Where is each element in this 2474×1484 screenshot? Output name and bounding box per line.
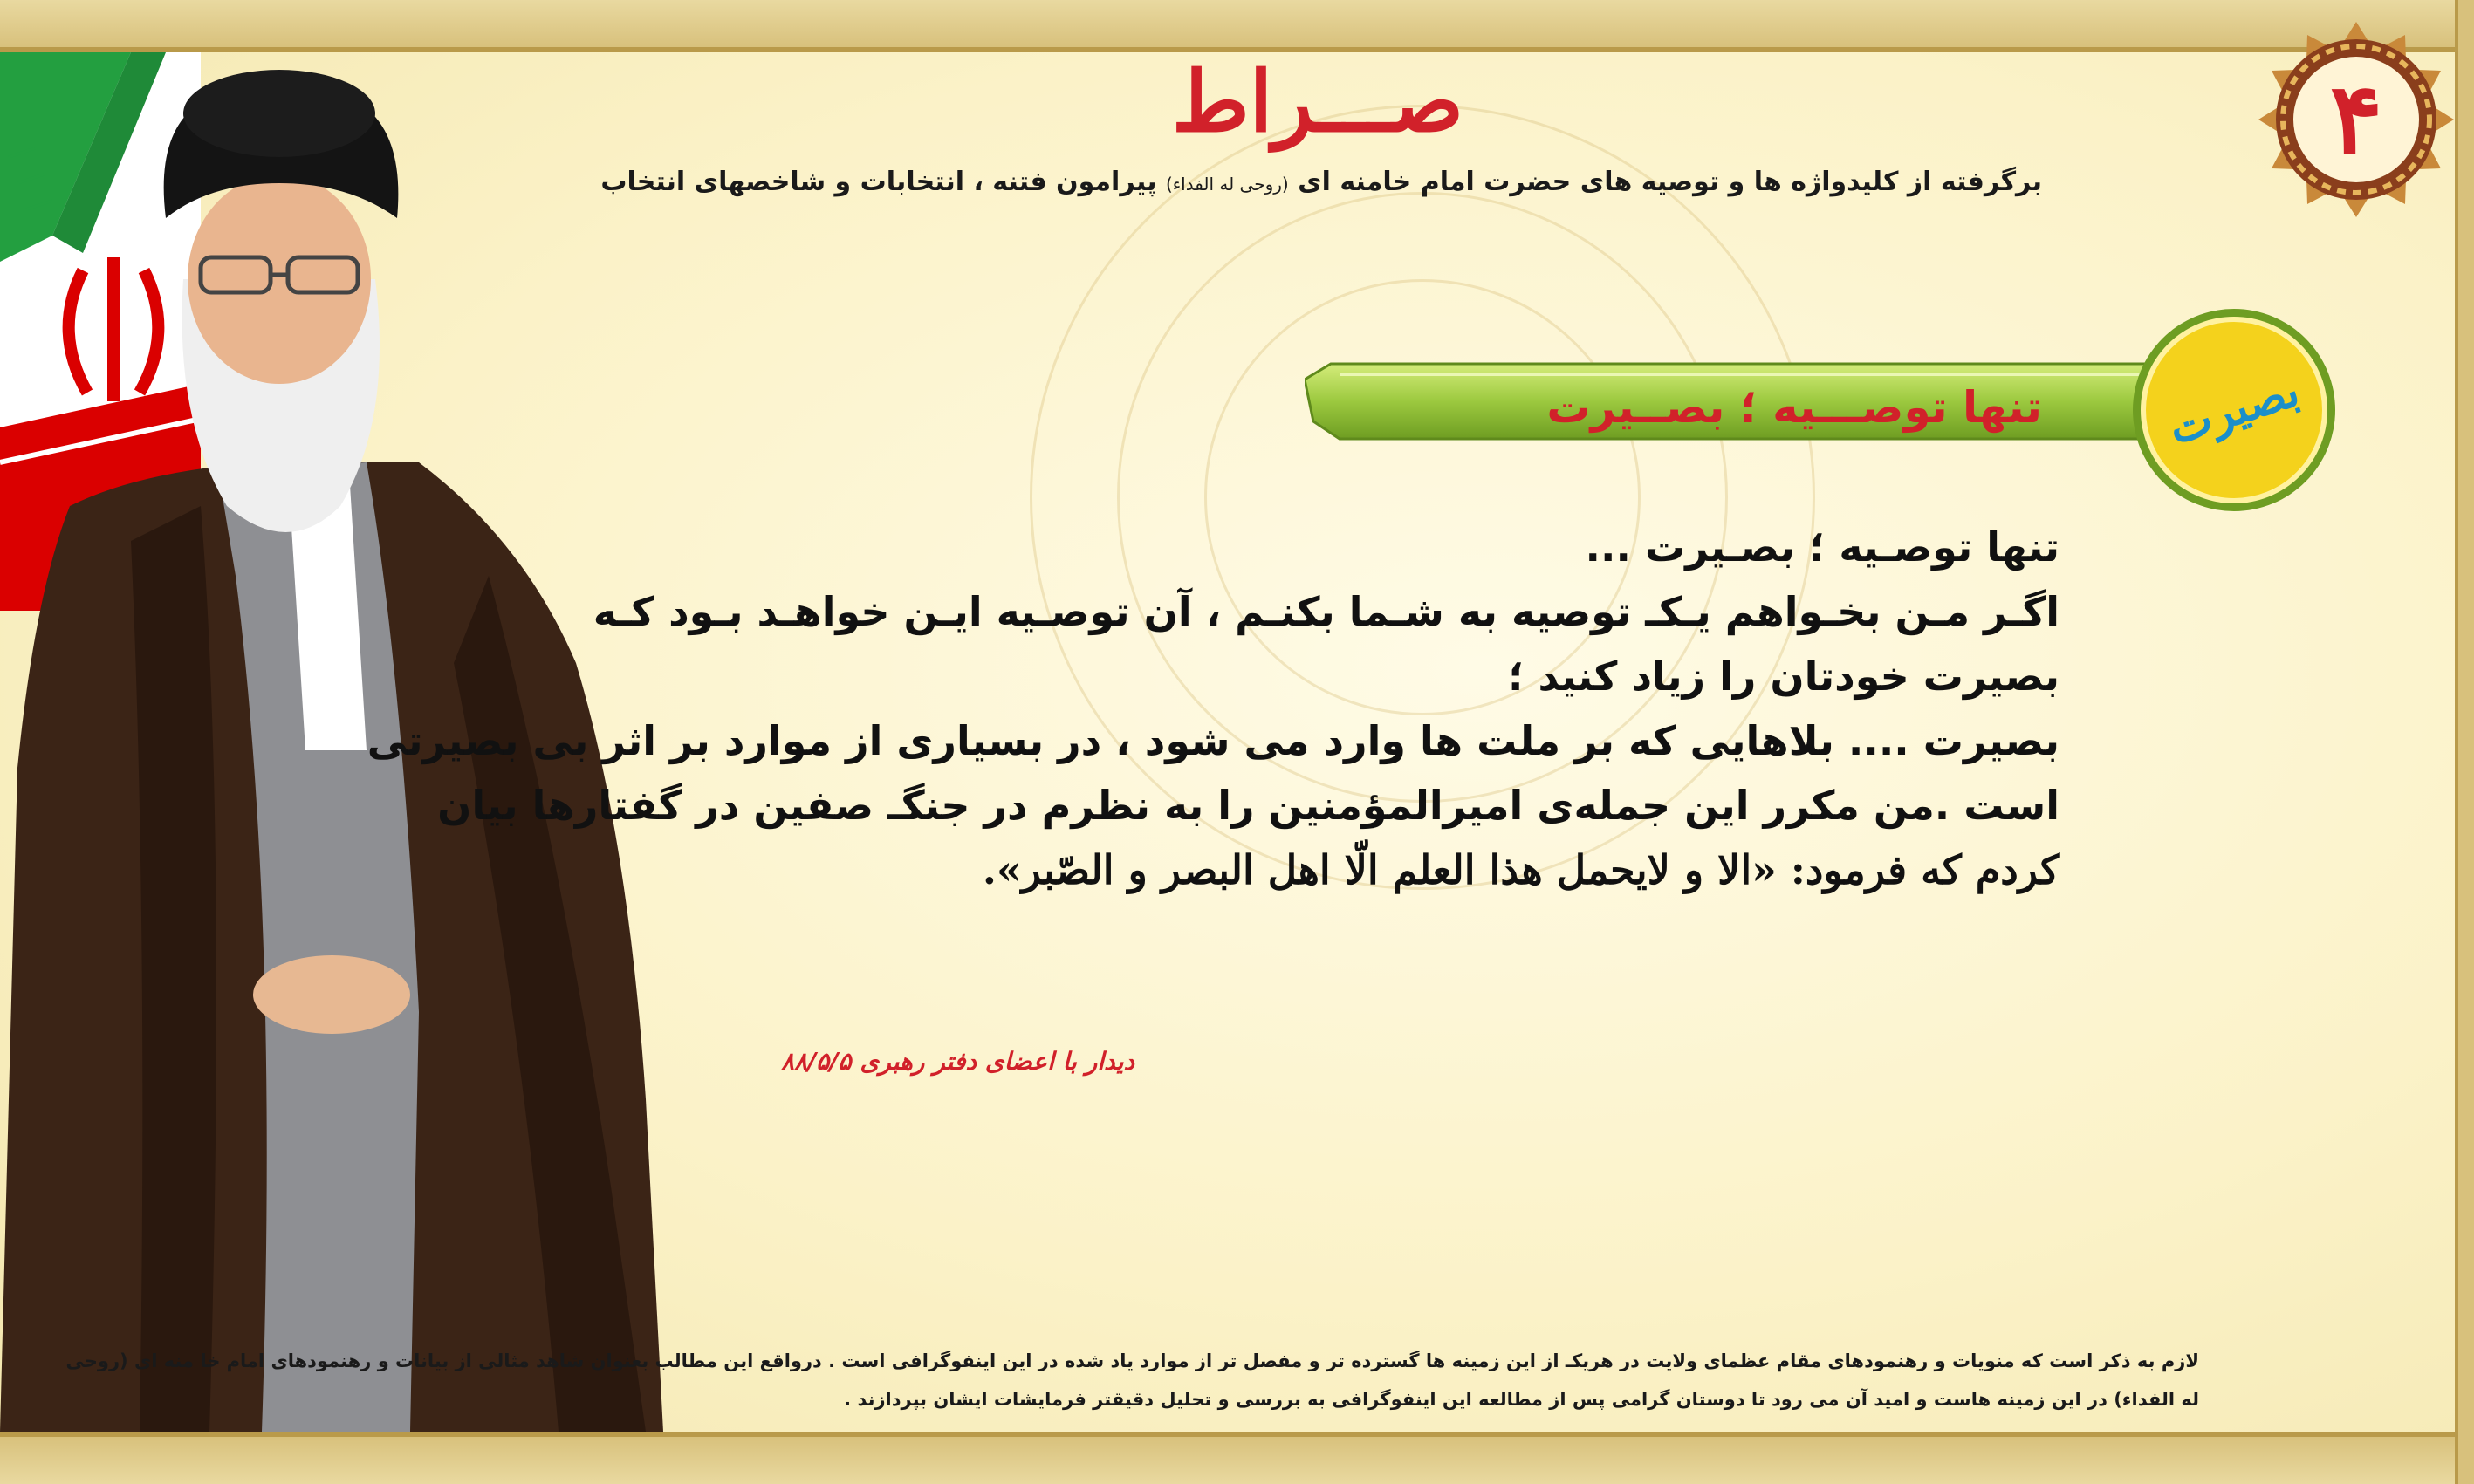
- badge-calligraphy: بصیرت: [2162, 363, 2306, 456]
- quote-line: تنها توصـیه ؛ بصـیرت ...: [1585, 523, 2059, 571]
- right-border: [2455, 0, 2474, 1484]
- banner-title: تنها توصـــیه ؛ بصــیرت: [1546, 382, 2042, 433]
- top-border: [0, 0, 2474, 52]
- quote-line: اگـر مـن بخـواهم یـکـ توصیه به شـما بکنـم ، آن توصـیه ایـن خواهـد بـود کـه: [593, 588, 2059, 635]
- footnote: [65, 1342, 2199, 1429]
- quote-line: بصیرت خودتان را زیاد کنید ؛: [1508, 653, 2059, 700]
- page-subtitle: [600, 162, 2042, 202]
- bottom-border: [0, 1432, 2474, 1484]
- page-title: صـــراط: [1171, 52, 1464, 151]
- quote-source: دیدار با اعضای دفتر رهبری ۸۸/۵/۵: [780, 1047, 1134, 1076]
- quote-body: [367, 515, 2059, 1038]
- quote-line: کردم که فرمود: «الا و لایحمل هذا العلم الّا اهل البصر و الصّبر».: [982, 846, 2059, 893]
- subtitle-text-before: برگرفته از کلیدواژه ها و توصیه های حضرت امام خامنه ای: [1298, 167, 2042, 197]
- quote-line: بصیرت .... بلاهایی که بر ملت ها وارد می شود ، در بسیاری از موارد بر اثر بی بصیرتی: [367, 717, 2059, 764]
- infographic-number: ۴: [2329, 62, 2383, 176]
- subtitle-honorific: (روحی له الفداء): [1165, 174, 1289, 195]
- footnote-line: لازم به ذکر است که منویات و رهنمودهای مقام عظمای ولایت در هریکـ از این زمینه ها گسترده تر و مفصل تر از موارد یاد شده در این اینفوگرافی است . درواقع این مطالب بعنوان شاهد مثالی از بیانات و رهنمودهای امام خا منه ای (روحی: [65, 1351, 2199, 1371]
- quote-line: است .من مکرر این جمله‌ی امیرالمؤمنین را به نظرم در جنگـ صفین در گفتارها بیان: [437, 782, 2059, 829]
- footnote-line: له الفداء) در این زمینه هاست و امید آن می رود تا دوستان گرامی پس از مطالعه این اینفوگرافی به بررسی و تحلیل دقیقتر فرمایشات ایشان بپردازند .: [844, 1389, 2199, 1410]
- subtitle-text-after: پیرامون فتنه ، انتخابات و شاخصهای انتخاب: [600, 167, 1157, 197]
